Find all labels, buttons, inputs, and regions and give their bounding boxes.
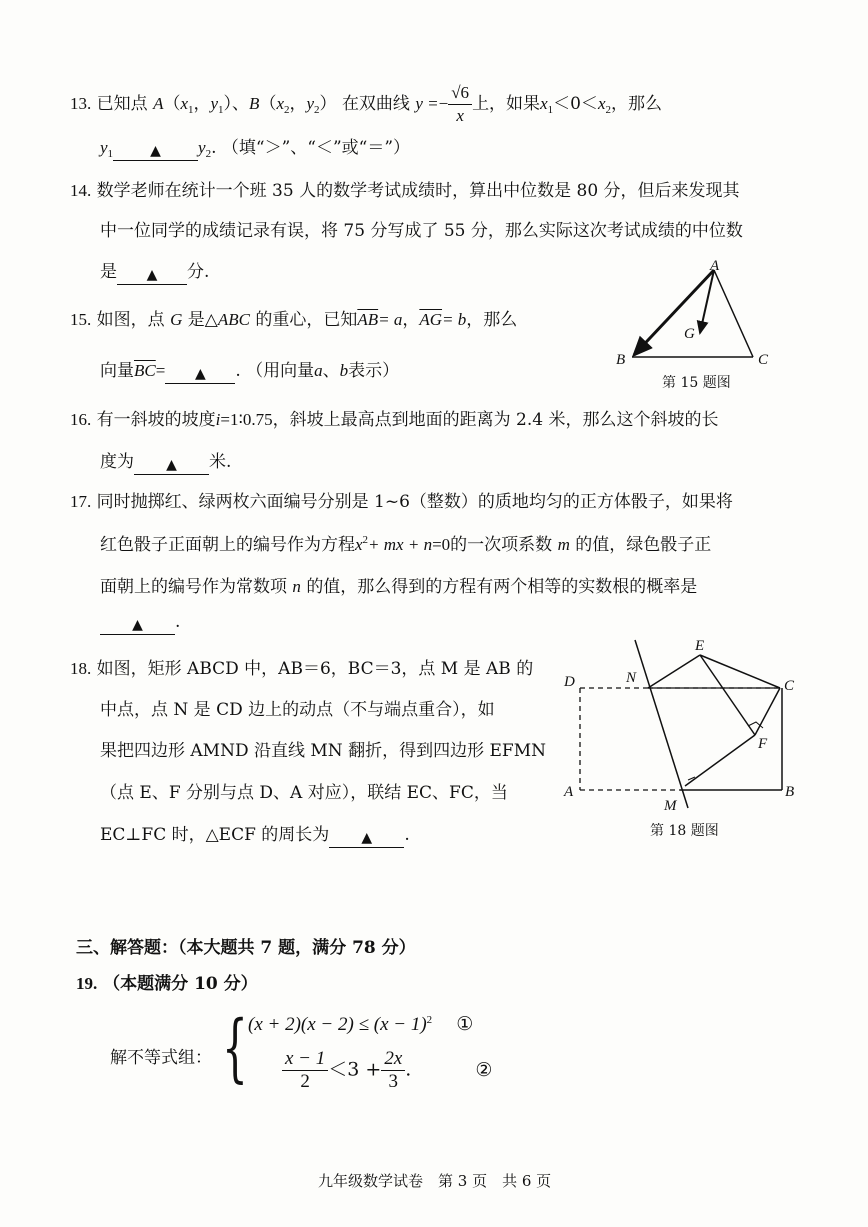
blank-mark-icon: ▲: [132, 617, 143, 633]
edge-FC: [755, 688, 780, 735]
figure-15: [610, 258, 780, 390]
figure-18-caption: 第 18 题图: [650, 823, 719, 839]
label-C: C: [758, 352, 769, 368]
mark-1: ①: [456, 1013, 474, 1035]
edge-AC: [714, 270, 753, 357]
question-15: 15. 如图，点 G 是△ABC 的重心，已知$\overline{AB}= a$，$\overline{AG}= b$，那么: [70, 310, 518, 330]
question-17: 17. 同时抛掷红、绿两枚六面编号分别是 1~6（整数）的质地均匀的正方体骰子，如果将: [70, 492, 733, 512]
blank-mark-icon: ▲: [150, 143, 161, 159]
question-14: 14. 数学老师在统计一个班 35 人的数学考试成绩时，算出中位数是 80 分，但后来发现其: [70, 181, 740, 201]
answer-blank[interactable]: [117, 264, 187, 285]
inequality-1: $(x + 2)(x - 2) \le (x - 1)^2$ ①: [248, 1013, 474, 1035]
label-E: E: [695, 638, 705, 654]
hyperbola-formula: y =: [415, 94, 439, 113]
edge-FM: [685, 735, 755, 786]
section-title: 三、解答题：（本大题共 7 题，满分 78 分）: [76, 938, 416, 958]
question-number: 13.: [70, 94, 92, 113]
fraction: $\frac{x - 1}{2}$: [282, 1048, 328, 1093]
answer-blank[interactable]: [329, 827, 404, 848]
question-18: 18. 如图，矩形 ABCD 中，AB＝6，BC＝3，点 M 是 AB 的: [70, 659, 534, 679]
blank-mark-icon: ▲: [166, 457, 177, 473]
label-F: F: [758, 736, 768, 752]
question-number: 19.: [76, 974, 98, 993]
answer-blank[interactable]: [165, 363, 235, 384]
brace: {: [222, 1005, 248, 1091]
label-N: N: [626, 670, 637, 686]
label-B: B: [616, 352, 626, 368]
blank-mark-icon: ▲: [361, 830, 373, 846]
edge-NE: [648, 655, 700, 688]
fold-line-MN: [635, 640, 688, 808]
label-C: C: [784, 678, 795, 694]
label-B: B: [785, 784, 795, 800]
label-A: A: [564, 784, 574, 800]
fraction: $\frac{2x}{3}$: [381, 1048, 405, 1093]
label-G: G: [684, 326, 695, 342]
question-13-line2: $y_1$ ▲ $y_2$. （填“＞”、“＜”或“＝”）: [100, 138, 411, 160]
mark-2: ②: [475, 1058, 493, 1081]
vector-AB: [634, 270, 714, 355]
answer-blank[interactable]: [100, 614, 175, 635]
blank-mark-icon: ▲: [194, 366, 206, 382]
answer-blank[interactable]: [134, 454, 209, 475]
fraction: $\frac{√6}{x}$: [448, 82, 472, 127]
page-footer: 九年级数学试卷 第 3 页 共 6 页: [318, 1172, 552, 1190]
figure-18: [560, 630, 810, 820]
question-number: 16.: [70, 410, 92, 429]
question-19: 19. （本题满分 10 分）: [76, 974, 258, 994]
text: 已知点: [96, 94, 148, 114]
question-number: 17.: [70, 492, 92, 511]
question-16: 16. 有一斜坡的坡度i=1∶0.75，斜坡上最高点到地面的距离为 2.4 米，那么这个斜坡的长: [70, 410, 719, 430]
question-number: 18.: [70, 659, 92, 678]
label-A: A: [710, 258, 720, 274]
answer-blank[interactable]: [113, 140, 198, 161]
figure-15-caption: 第 15 题图: [662, 375, 731, 391]
inequality-2: $\frac{x - 1}{2}$ ＜3 + $\frac{2x}{3}$ . ②: [282, 1048, 492, 1093]
question-number: 15.: [70, 310, 92, 329]
label-D: D: [564, 674, 575, 690]
label-M: M: [664, 798, 677, 814]
inequality-label: 解不等式组：: [110, 1048, 212, 1068]
question-number: 14.: [70, 181, 92, 200]
blank-mark-icon: ▲: [146, 267, 158, 283]
question-13: 13. 已知点 $A(x_1$，$y_1$）、$B(x_2$，$y_2$） 在双曲线 y =− $\frac{√6}{x}$ 上，如果$x_1<0<x_2$，那么: [70, 83, 662, 125]
